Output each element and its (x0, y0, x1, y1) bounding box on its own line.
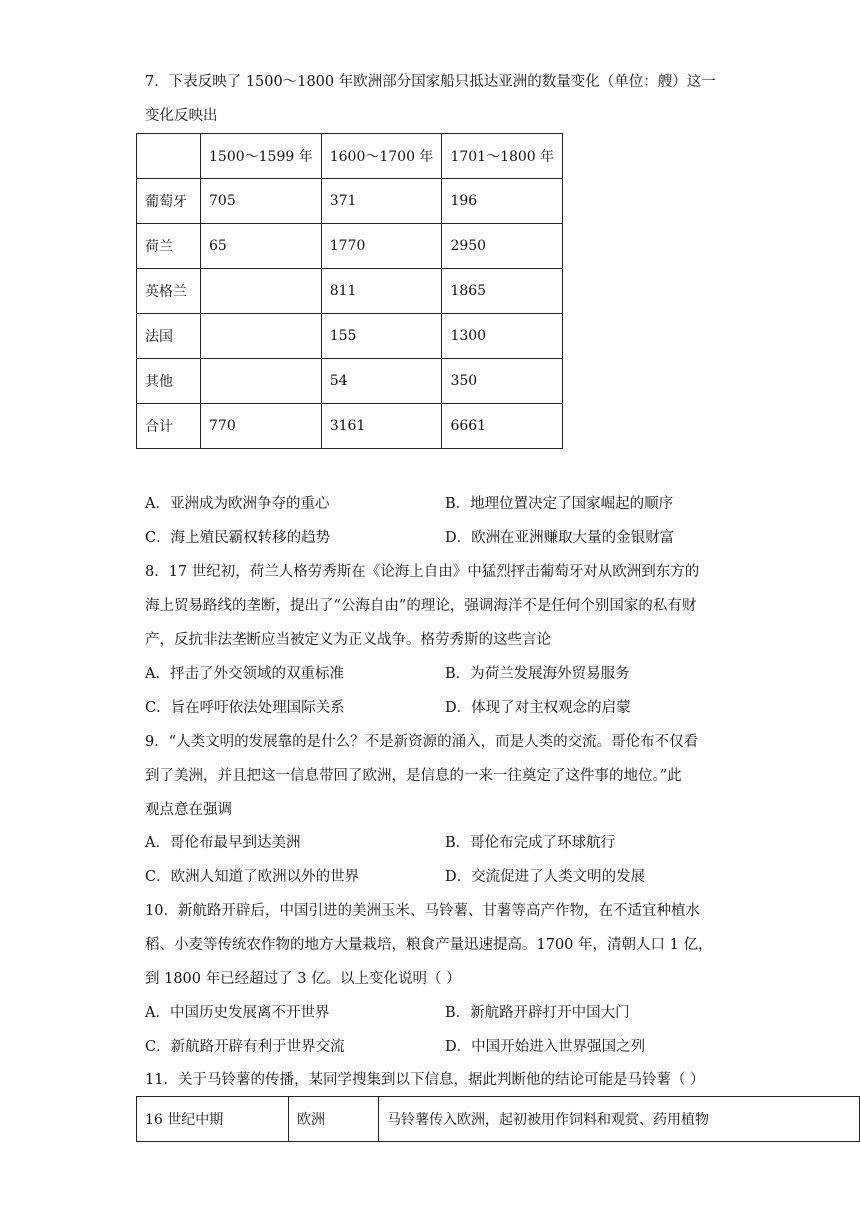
table-row (137, 359, 563, 404)
table-header-cell: 1701～1800 年 (442, 134, 563, 179)
q9-stem-line-2: 到了美洲，并且把这一信息带回了欧洲，是信息的一来一往奠定了这件事的地位。”此 (145, 768, 682, 784)
q7-stem-line-1: 7．下表反映了 1500～1800 年欧洲部分国家船只抵达亚洲的数量变化（单位：艘）这一 (145, 74, 716, 90)
table-cell: 英格兰 (137, 269, 201, 314)
table-row (137, 314, 563, 359)
q8-option-b[interactable]: B．为荷兰发展海外贸易服务 (445, 666, 630, 682)
q8-option-a[interactable]: A．抨击了外交领域的双重标准 (145, 666, 344, 682)
q9-option-a[interactable]: A．哥伦布最早到达美洲 (145, 835, 301, 851)
q8-stem-line-3: 产，反抗非法垄断应当被定义为正义战争。格劳秀斯的这些言论 (145, 632, 551, 648)
q7-option-b[interactable]: B．地理位置决定了国家崛起的顺序 (445, 496, 674, 512)
table-cell: 1865 (442, 269, 563, 314)
q10-stem-line-2: 稻、小麦等传统农作物的地方大量栽培，粮食产量迅速提高。1700 年，清朝人口 1 亿， (145, 937, 713, 953)
table-row (137, 179, 563, 224)
q8-stem-line-2: 海上贸易路线的垄断，提出了“公海自由”的理论，强调海洋不是任何个别国家的私有财 (145, 598, 697, 614)
table-cell: 欧洲 (289, 1097, 379, 1142)
table-cell: 6661 (442, 404, 563, 449)
table-cell: 合计 (137, 404, 201, 449)
q7-ship-table (136, 133, 563, 449)
q9-option-d[interactable]: D．交流促进了人类文明的发展 (445, 869, 646, 885)
q9-stem-line-3: 观点意在强调 (145, 802, 232, 818)
table-row (137, 224, 563, 269)
table-cell: 其他 (137, 359, 201, 404)
q9-option-b[interactable]: B．哥伦布完成了环球航行 (445, 835, 616, 851)
table-cell: 770 (201, 404, 322, 449)
table-row (137, 1097, 860, 1142)
table-cell: 155 (321, 314, 442, 359)
table-cell: 马铃薯传入欧洲，起初被用作饲料和观赏、药用植物 (379, 1097, 860, 1142)
q10-option-d[interactable]: D．中国开始进入世界强国之列 (445, 1039, 646, 1055)
table-row (137, 404, 563, 449)
q10-option-a[interactable]: A．中国历史发展离不开世界 (145, 1005, 330, 1021)
table-cell: 3161 (321, 404, 442, 449)
q7-option-d[interactable]: D．欧洲在亚洲赚取大量的金银财富 (445, 530, 675, 546)
table-cell: 葡萄牙 (137, 179, 201, 224)
table-cell: 196 (442, 179, 563, 224)
table-cell: 1300 (442, 314, 563, 359)
table-cell: 1770 (321, 224, 442, 269)
table-cell: 2950 (442, 224, 563, 269)
q10-option-c[interactable]: C．新航路开辟有利于世界交流 (145, 1039, 345, 1055)
q11-stem: 11．关于马铃薯的传播，某同学搜集到以下信息，据此判断他的结论可能是马铃薯（ ） (145, 1072, 705, 1088)
table-cell: 54 (321, 359, 442, 404)
table-header-cell (137, 134, 201, 179)
table-cell (201, 314, 322, 359)
table-cell: 371 (321, 179, 442, 224)
table-cell (201, 269, 322, 314)
table-cell: 65 (201, 224, 322, 269)
table-cell: 法国 (137, 314, 201, 359)
table-header-row (137, 134, 563, 179)
table-header-cell: 1500～1599 年 (201, 134, 322, 179)
q7-option-a[interactable]: A．亚洲成为欧洲争夺的重心 (145, 496, 330, 512)
table-cell: 350 (442, 359, 563, 404)
table-header-cell: 1600～1700 年 (321, 134, 442, 179)
q10-stem-line-1: 10．新航路开辟后，中国引进的美洲玉米、马铃薯、甘薯等高产作物，在不适宜种植水 (145, 903, 700, 919)
q9-option-c[interactable]: C．欧洲人知道了欧洲以外的世界 (145, 869, 360, 885)
q10-stem-line-3: 到 1800 年已经超过了 3 亿。以上变化说明（ ） (145, 971, 461, 987)
q8-stem-line-1: 8．17 世纪初，荷兰人格劳秀斯在《论海上自由》中猛烈抨击葡萄牙对从欧洲到东方的 (145, 564, 700, 580)
q7-option-c[interactable]: C．海上殖民霸权转移的趋势 (145, 530, 331, 546)
table-cell: 811 (321, 269, 442, 314)
q10-option-b[interactable]: B．新航路开辟打开中国大门 (445, 1005, 630, 1021)
table-row (137, 269, 563, 314)
q8-option-c[interactable]: C．旨在呼吁依法处理国际关系 (145, 700, 345, 716)
table-cell (201, 359, 322, 404)
q9-stem-line-1: 9．“人类文明的发展靠的是什么？不是新资源的涌入，而是人类的交流。哥伦布不仅看 (145, 734, 699, 750)
table-cell: 荷兰 (137, 224, 201, 269)
table-cell: 705 (201, 179, 322, 224)
q11-info-table (136, 1096, 860, 1142)
table-cell: 16 世纪中期 (137, 1097, 289, 1142)
q8-option-d[interactable]: D．体现了对主权观念的启蒙 (445, 700, 631, 716)
q7-stem-line-2: 变化反映出 (145, 108, 218, 124)
